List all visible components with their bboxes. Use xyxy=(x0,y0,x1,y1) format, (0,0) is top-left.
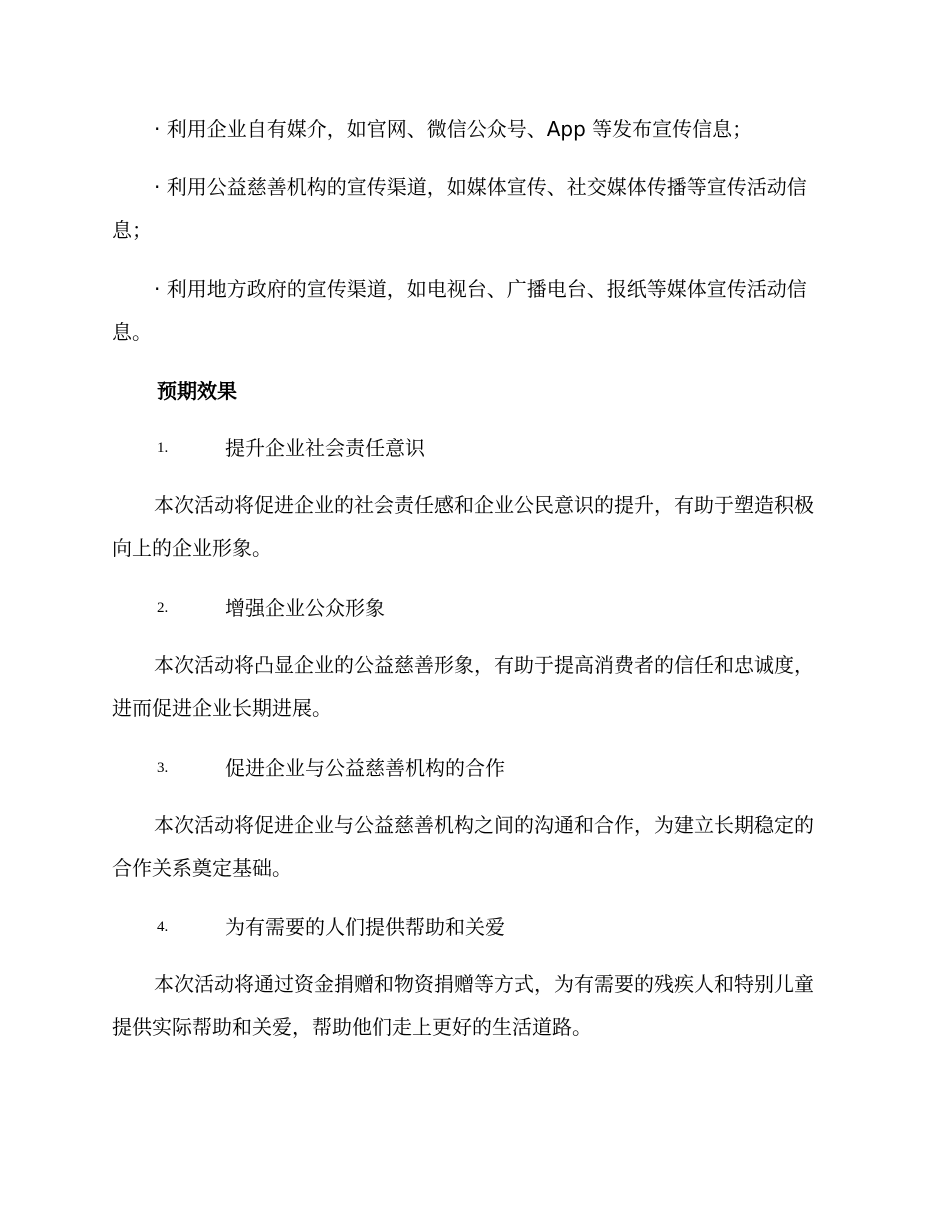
list-item-number: 3. xyxy=(157,760,169,776)
list-item-number: 2. xyxy=(157,600,169,616)
bullet-own-media: · 利用企业自有媒介，如官网、微信公众号、App 等发布宣传信息； xyxy=(154,117,753,141)
list-item-title: 为有需要的人们提供帮助和关爱 xyxy=(225,915,505,939)
list-item-number: 1. xyxy=(157,440,169,456)
bullet-charity-channels: · 利用公益慈善机构的宣传渠道，如媒体宣传、社交媒体传播等宣传活动信息； xyxy=(112,175,807,242)
bullet-government-channels: · 利用地方政府的宣传渠道，如电视台、广播电台、报纸等媒体宣传活动信息。 xyxy=(112,277,807,344)
list-item-title: 提升企业社会责任意识 xyxy=(225,436,425,460)
list-item-body: 本次活动将促进企业与公益慈善机构之间的沟通和合作，为建立长期稳定的合作关系奠定基础。 xyxy=(112,813,814,880)
list-item-title: 促进企业与公益慈善机构的合作 xyxy=(225,756,505,780)
list-item-number: 4. xyxy=(157,919,169,935)
list-item-body: 本次活动将凸显企业的公益慈善形象，有助于提高消费者的信任和忠诚度，进而促进企业长期进展。 xyxy=(112,653,814,720)
list-item-title: 增强企业公众形象 xyxy=(225,596,385,620)
list-item-heading xyxy=(157,913,505,941)
list-item-body: 本次活动将通过资金捐赠和物资捐赠等方式，为有需要的残疾人和特别儿童提供实际帮助和关爱，帮助他们走上更好的生活道路。 xyxy=(112,972,814,1039)
list-item-heading xyxy=(157,754,505,782)
list-item-heading xyxy=(157,594,385,622)
list-item-body: 本次活动将促进企业的社会责任感和企业公民意识的提升，有助于塑造积极向上的企业形象。 xyxy=(112,493,814,560)
section-title: 预期效果 xyxy=(157,379,237,403)
list-item-heading xyxy=(157,434,425,462)
